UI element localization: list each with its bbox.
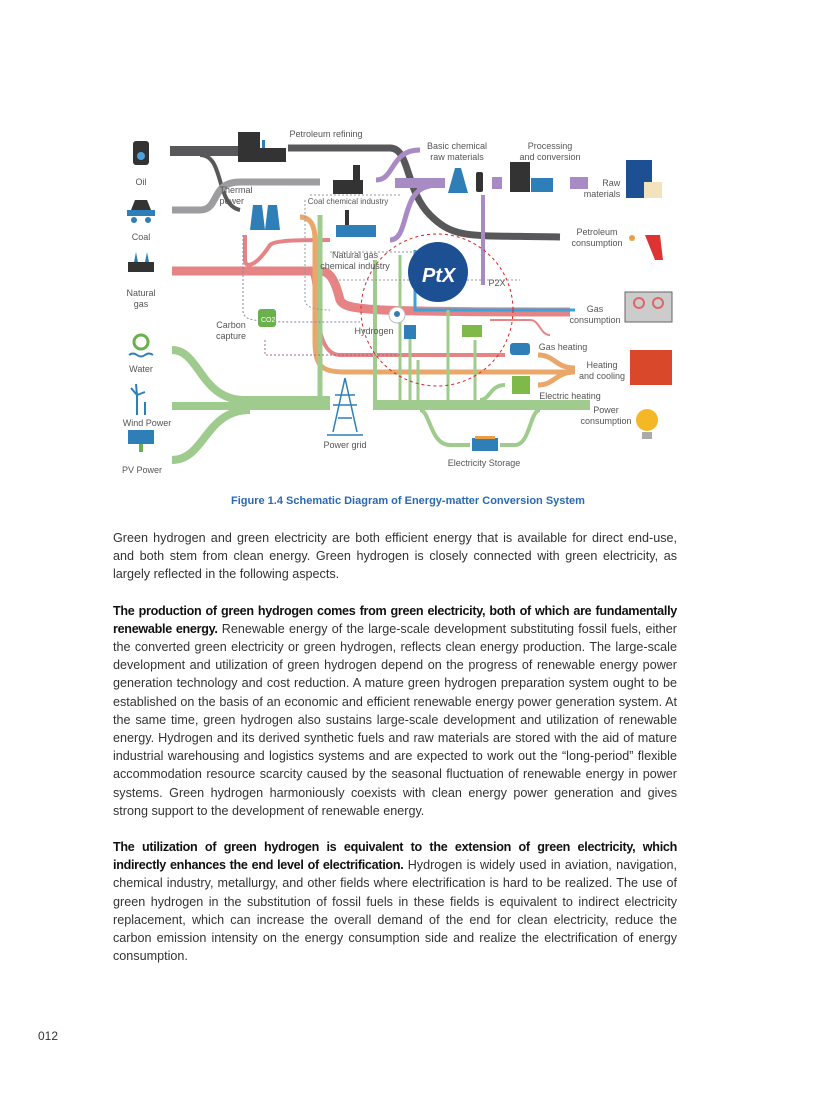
electric-heater-icon (512, 376, 530, 394)
oil-barrel-icon (133, 141, 149, 165)
figure-caption: Figure 1.4 Schematic Diagram of Energy-matter Conversion System (231, 495, 585, 507)
label-wind-power: Wind Power (122, 418, 172, 428)
fuel-nozzle-icon (629, 235, 663, 260)
label-natural-gas: Natural gas (126, 288, 156, 309)
label-electricity-storage: Electricity Storage (447, 458, 521, 468)
factory-icon (510, 162, 553, 192)
radiator-icon (630, 350, 672, 385)
power-tower-icon (327, 378, 363, 435)
refinery-icon (238, 132, 286, 162)
gas-stove-icon (625, 292, 672, 322)
label-petroleum-consumption: Petroleum consumption (571, 227, 623, 248)
label-coal: Coal (131, 232, 151, 242)
paragraph-2: The production of green hydrogen comes from green electricity, both of which are fundamentally renewable energy. Renewable energy of the large-scale development substituting fossil fuels, either the converted green electricity or green hydrogen, reflects clean energy production. The large-scale development and utilization of green hydrogen depend on the progress of renewable energy power generation technology and cost reduction. A mature green hydrogen preparation system ought to be established on the basis of an economic and efficient renewable energy power generation system. At the same time, green hydrogen also sustains large-scale development and utilization of renewable energy. Hydrogen and its derived synthetic fuels and raw materials are stored with the aid of mature industrial warehousing and logistics systems and are expected to work out the “long-period” flexible accommodation resource scarcity caused by the seasonal fluctuation of renewable energy in power systems. Green hydrogen harmoniously coexists with clean energy power generation and gives strong support to the development of renewable energy. (113, 603, 677, 818)
flask-icon (448, 168, 483, 193)
gas-heating-pot-icon (510, 343, 530, 355)
paragraph-3-lead: The utilization of green hydrogen is equivalent to the extension of green electricity, which indirectly enhances the end level of electrification. (113, 840, 677, 873)
hydrogen-plant-icon (404, 325, 482, 339)
ptx-logo-text: PtX (422, 265, 456, 287)
label-raw-materials: Raw materials (583, 178, 621, 199)
paragraph-3: The utilization of green hydrogen is equivalent to the extension of green electricity, which indirectly enhances the end level of electrification. Hydrogen is widely used in aviation, navigation, chemical industry, metallurgy, and other fields where electrification is hard to be realized. The use of green hydrogen in the substitution of fossil fuels in these fields is equivalent to indirect electricity replacement, which can increase the overall demand of the end for clean electricity, reduce the carbon emission intensity on the energy consumption side and realize the electrification of energy consumption. (113, 840, 677, 964)
hydro-water-icon (129, 335, 153, 357)
battery-icon (472, 436, 498, 451)
paragraph-1: Green hydrogen and green electricity are both efficient energy that is available for direct end-use, and both stem from clean energy. Green hydrogen is closely connected with green electricity, as largely reflected in the following aspects. (113, 531, 677, 582)
body-text (113, 529, 677, 983)
natural-gas-chemical-plant-icon (336, 210, 376, 237)
raw-materials-barrel-icon (626, 160, 662, 198)
label-pv-power: PV Power (121, 465, 163, 475)
label-electric-heating: Electric heating (539, 391, 601, 401)
label-gas-heating: Gas heating (538, 342, 588, 352)
paragraph-2-lead: The production of green hydrogen comes from green electricity, both of which are fundamentally renewable energy. (113, 603, 677, 636)
label-coal-chemical-industry: Coal chemical industry (307, 197, 389, 206)
svg-text:CO2: CO2 (261, 317, 276, 324)
label-basic-chemical-raw-materials: Basic chemical raw materials (426, 141, 488, 162)
label-heating-cooling: Heating and cooling (578, 360, 626, 381)
wind-turbine-icon (131, 384, 145, 415)
label-thermal-power: Thermal power (219, 185, 253, 206)
label-petroleum-refining: Petroleum refining (289, 129, 363, 139)
solar-panel-icon (128, 430, 154, 452)
label-natural-gas-chemical-industry: Natural gas chemical industry (320, 250, 390, 271)
label-p2x: P2X (488, 278, 506, 288)
label-water: Water (129, 364, 153, 374)
label-power-consumption: Power consumption (580, 405, 632, 426)
label-carbon-capture: Carbon capture (215, 320, 247, 341)
hydrogen-bubble-icon (389, 307, 405, 323)
thermal-power-plant-icon (250, 205, 280, 230)
light-bulb-icon (636, 409, 658, 439)
energy-matter-conversion-diagram (0, 0, 816, 490)
label-power-grid: Power grid (323, 440, 367, 450)
coal-chemical-plant-icon (333, 165, 363, 194)
label-oil: Oil (135, 177, 147, 187)
natural-gas-burner-icon (128, 252, 154, 272)
label-processing-conversion: Processing and conversion (519, 141, 581, 162)
coal-cart-icon (127, 200, 155, 223)
diagram-flows (0, 0, 816, 490)
carbon-capture-icon (258, 309, 276, 327)
label-gas-consumption: Gas consumption (569, 304, 621, 325)
page-number: 012 (38, 1029, 59, 1043)
label-hydrogen: Hydrogen (354, 326, 394, 336)
